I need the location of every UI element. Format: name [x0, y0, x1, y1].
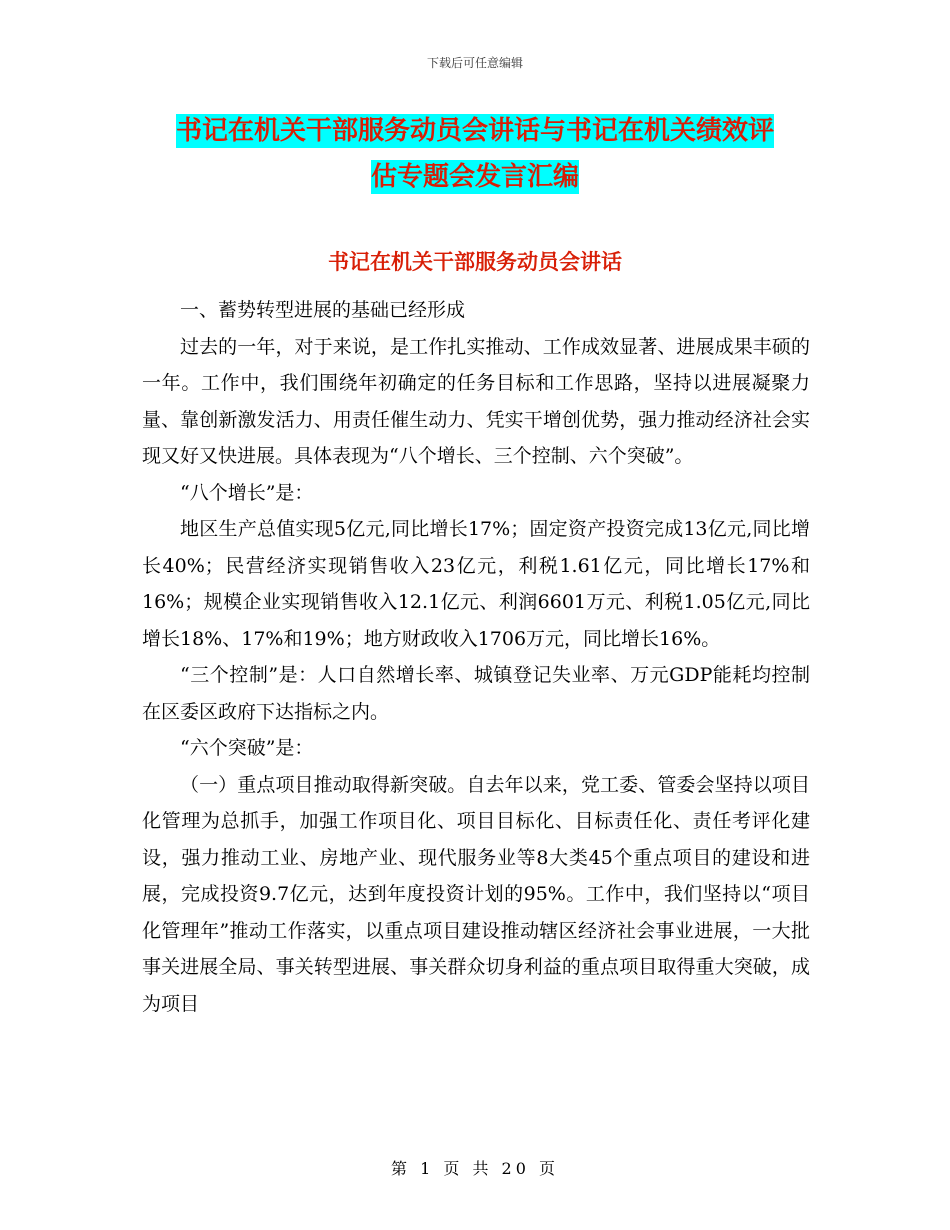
body-paragraph: “三个控制”是：人口自然增长率、城镇登记失业率、万元GDP能耗均控制在区委区政府下达指标之内。	[142, 664, 810, 723]
body-paragraph: 地区生产总值实现5亿元,同比增长17%；固定资产投资完成13亿元,同比增长40%；民营经济实现销售收入23亿元，利税1.61亿元，同比增长17%和16%；规模企业实现销售收入12.1亿元、利润6601万元、利税1.05亿元,同比增长18%、17%和19%；地方财政收入1706万元，同比增长16%。	[142, 518, 810, 650]
section-title: 书记在机关干部服务动员会讲话	[328, 250, 622, 274]
document-title-line2: 估专题会发言汇编	[370, 162, 579, 192]
body-paragraph: 过去的一年，对于来说，是工作扎实推动、工作成效显著、进展成果丰硕的一年。工作中，我们围绕年初确定的任务目标和工作思路，坚持以进展凝聚力量、靠创新激发活力、用责任催生动力、凭实干增创优势，强力推动经济社会实现又好又快进展。具体表现为“八个增长、三个控制、六个突破”。	[142, 335, 810, 467]
body-paragraph: “八个增长”是：	[180, 481, 314, 504]
body-paragraph: “六个突破”是：	[180, 737, 314, 759]
body-paragraph: （一）重点项目推动取得新突破。自去年以来，党工委、管委会坚持以项目化管理为总抓手，加强工作项目化、项目目标化、目标责任化、责任考评化建设，强力推动工业、房地产业、现代服务业等8大类45个重点项目的建设和进展，完成投资9.7亿元，达到年度投资计划的95%。工作中，我们坚持以“项目化管理年”推动工作落实，以重点项目建设推动辖区经济社会事业进展，一大批事关进展全局、事关转型进展、事关群众切身利益的重点项目取得重大突破，成为项目	[142, 773, 810, 1015]
header-note: 下载后可任意编辑	[426, 56, 523, 70]
body-paragraph: 一、蓄势转型进展的基础已经形成	[180, 299, 466, 321]
document-body	[142, 292, 810, 1022]
page-number-footer: 第 1 页 共 20 页	[391, 1159, 559, 1178]
document-title-line1: 书记在机关干部服务动员会讲话与书记在机关绩效评	[175, 116, 774, 146]
document-title	[140, 108, 810, 200]
